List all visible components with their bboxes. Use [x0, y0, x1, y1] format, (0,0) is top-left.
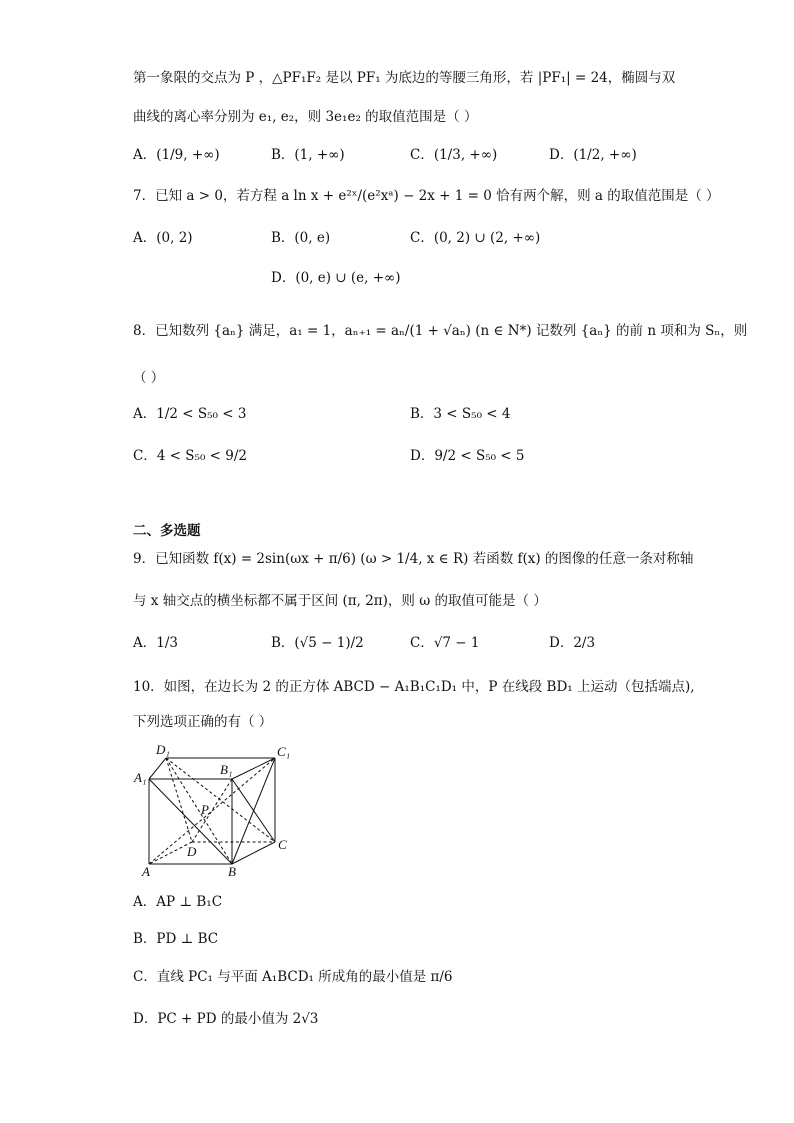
- q6-option-b: B．(1, +∞): [271, 147, 345, 163]
- q8-stem: 8．已知数列 {aₙ} 满足，a₁ = 1，aₙ₊₁ = aₙ/(1 + √aₙ) (n ∈ N*) 记数列 {aₙ} 的前 n 项和为 Sₙ，则: [133, 323, 748, 339]
- q8-option-a: A．1/2 < S₅₀ < 3: [133, 406, 247, 422]
- q10-stem-line-2: 下列选项正确的有（ ）: [133, 714, 273, 730]
- q9-option-a: A．1/3: [133, 635, 178, 651]
- q9-stem-line-2: 与 x 轴交点的横坐标都不属于区间 (π, 2π)，则 ω 的取值可能是（ ）: [133, 593, 547, 609]
- q10-option-a: A．AP ⊥ B₁C: [133, 894, 223, 910]
- label-d: D: [187, 844, 197, 859]
- q9-stem: 9．已知函数 f(x) = 2sin(ωx + π/6) (ω > 1/4, x ∈ R) 若函数 f(x) 的图像的任意一条对称轴: [133, 551, 694, 567]
- q8-option-b: B．3 < S₅₀ < 4: [410, 406, 511, 422]
- q10-stem: 10．如图，在边长为 2 的正方体 ABCD − A₁B₁C₁D₁ 中，P 在线段 BD₁ 上运动（包括端点),: [133, 679, 695, 695]
- q6-option-d: D．(1/2, +∞): [549, 147, 637, 163]
- q6-stem-line-1: 第一象限的交点为 P ，△PF₁F₂ 是以 PF₁ 为底边的等腰三角形，若 |PF₁| = 24，椭圆与双: [133, 70, 676, 86]
- label-d1: D₁: [156, 742, 170, 757]
- label-a1: A₁: [134, 770, 147, 785]
- q7-option-d: D．(0, e) ∪ (e, +∞): [271, 270, 401, 286]
- label-b1: B₁: [220, 762, 233, 777]
- q8-stem-paren: （ ）: [133, 370, 165, 386]
- q9-option-c: C．√7 − 1: [410, 635, 480, 651]
- q7-option-b: B．(0, e): [271, 230, 331, 246]
- cube-diagram: [128, 742, 300, 878]
- q6-stem-line-2: 曲线的离心率分别为 e₁, e₂，则 3e₁e₂ 的取值范围是（ ）: [133, 109, 478, 125]
- q9-option-b: B．(√5 − 1)/2: [271, 635, 364, 651]
- q7-option-a: A．(0, 2): [133, 230, 193, 246]
- label-p: P: [201, 802, 209, 817]
- section-heading-multiple-choice: 二、多选题: [133, 523, 201, 539]
- q8-option-d: D．9/2 < S₅₀ < 5: [410, 448, 525, 464]
- label-b: B: [228, 864, 236, 878]
- label-c1: C₁: [277, 744, 291, 759]
- label-a: A: [142, 864, 150, 878]
- q10-option-b: B．PD ⊥ BC: [133, 931, 219, 947]
- q6-option-a: A．(1/9, +∞): [133, 147, 220, 163]
- q8-option-c: C．4 < S₅₀ < 9/2: [133, 448, 248, 464]
- q10-option-c: C．直线 PC₁ 与平面 A₁BCD₁ 所成角的最小值是 π/6: [133, 969, 453, 985]
- q9-option-d: D．2/3: [549, 635, 596, 651]
- q6-option-c: C．(1/3, +∞): [410, 147, 498, 163]
- q10-option-d: D．PC + PD 的最小值为 2√3: [133, 1011, 319, 1027]
- label-c: C: [278, 837, 287, 852]
- q7-stem: 7．已知 a > 0，若方程 a ln x + e²ˣ/(e²xᵃ) − 2x + 1 = 0 恰有两个解，则 a 的取值范围是（ ）: [133, 188, 720, 204]
- q7-option-c: C．(0, 2) ∪ (2, +∞): [410, 230, 541, 246]
